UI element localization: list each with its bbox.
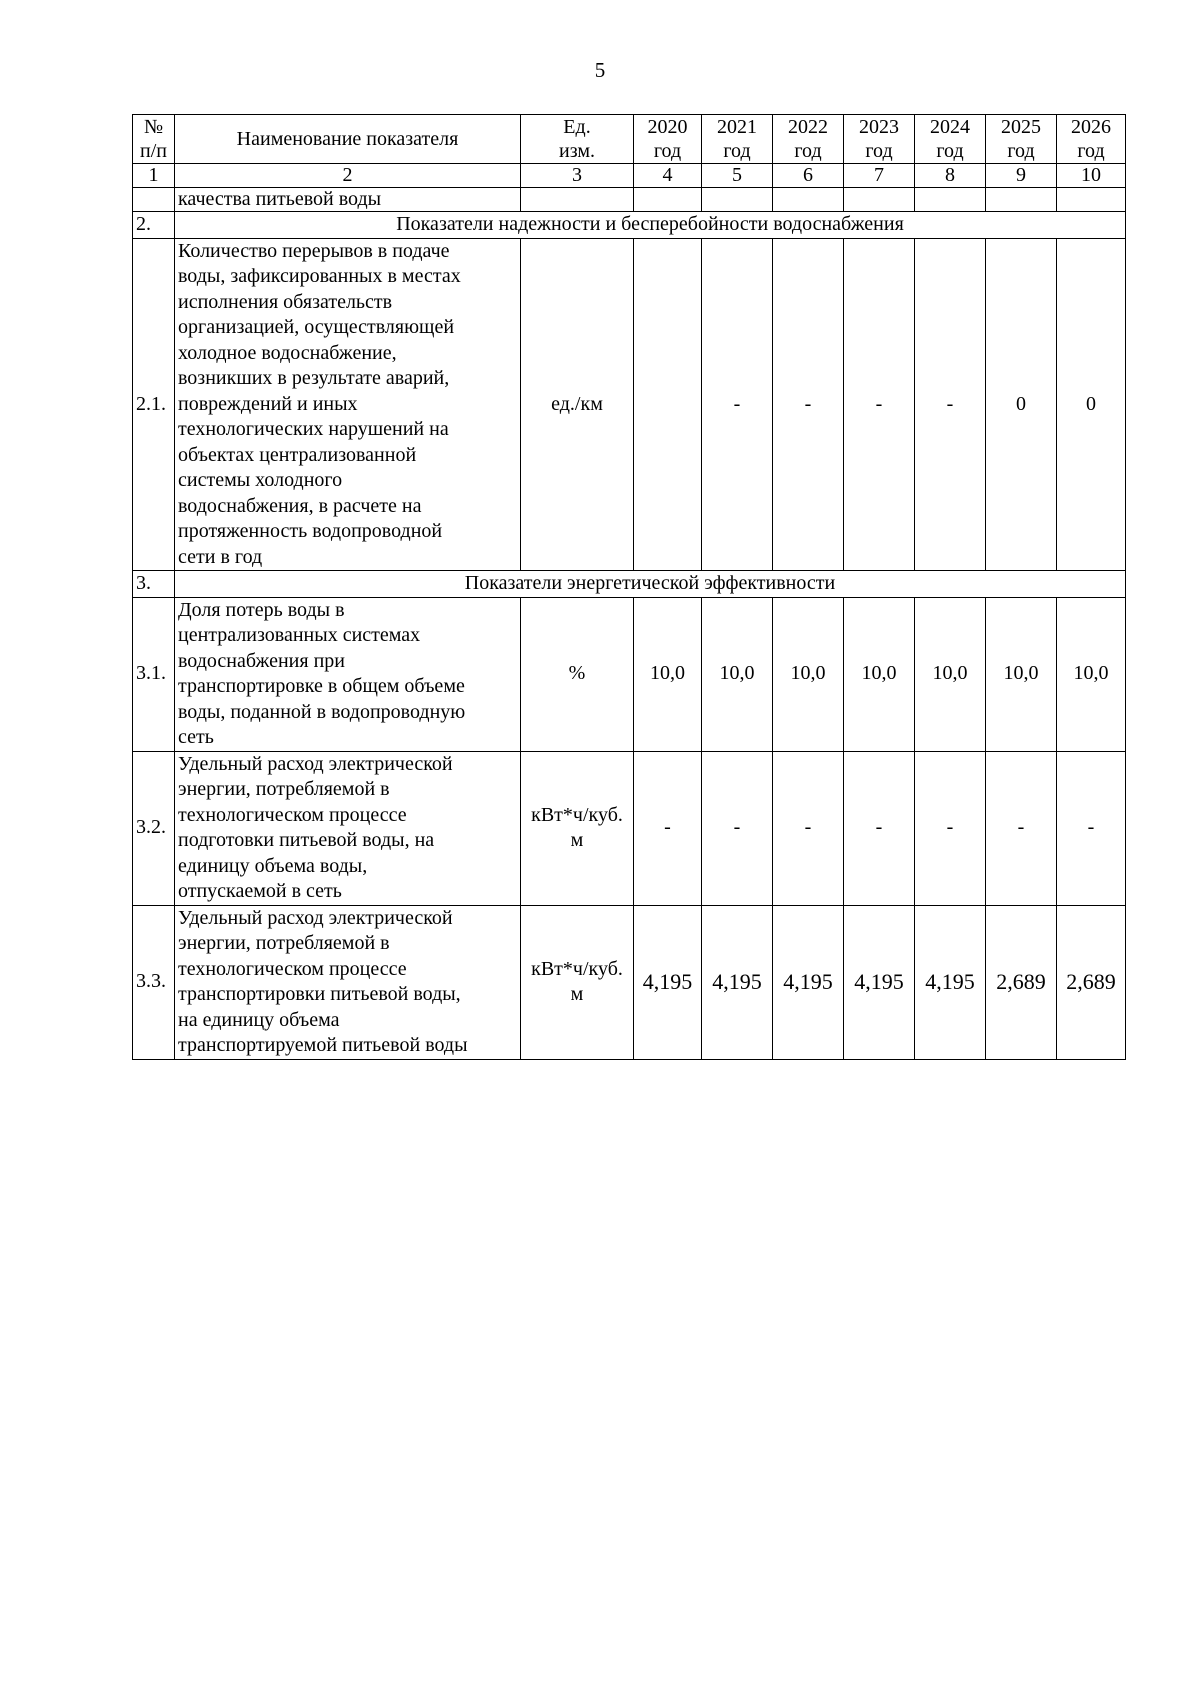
column-number-row bbox=[133, 164, 1126, 188]
value-2024: - bbox=[915, 751, 986, 905]
unit-cell bbox=[521, 751, 634, 905]
name-line: централизованных системах bbox=[178, 624, 421, 646]
row-number: 3.1. bbox=[133, 597, 175, 751]
empty-cell bbox=[915, 188, 986, 212]
empty-cell bbox=[702, 188, 773, 212]
name-line: единицу объема воды, bbox=[178, 854, 368, 877]
name-line: Доля потерь воды в bbox=[178, 598, 345, 621]
header-year-suffix: год bbox=[865, 140, 893, 162]
name-line: исполнения обязательств bbox=[178, 290, 393, 313]
name-line: отпускаемой в сеть bbox=[178, 880, 342, 902]
header-year-2021 bbox=[702, 115, 773, 164]
value-2023: - bbox=[844, 238, 915, 571]
value-2024: 10,0 bbox=[915, 597, 986, 751]
indicator-name bbox=[175, 238, 521, 571]
name-line: Количество перерывов в подаче bbox=[178, 239, 450, 262]
header-year: 2021 bbox=[717, 116, 757, 138]
header-year-suffix: год bbox=[1007, 140, 1035, 162]
empty-cell bbox=[844, 188, 915, 212]
section-number: 2. bbox=[133, 212, 175, 239]
column-number: 5 bbox=[702, 164, 773, 188]
value-2026: - bbox=[1057, 751, 1126, 905]
value-2026: 0 bbox=[1057, 238, 1126, 571]
value-2020: 4,195 bbox=[634, 905, 702, 1059]
column-number: 10 bbox=[1057, 164, 1126, 188]
empty-cell bbox=[521, 188, 634, 212]
value-2020: 10,0 bbox=[634, 597, 702, 751]
column-number: 7 bbox=[844, 164, 915, 188]
column-number: 3 bbox=[521, 164, 634, 188]
section-title: Показатели энергетической эффективности bbox=[175, 571, 1126, 598]
value-2022: - bbox=[773, 751, 844, 905]
header-year-2026 bbox=[1057, 115, 1126, 164]
column-number: 1 bbox=[133, 164, 175, 188]
header-year-2025 bbox=[986, 115, 1057, 164]
name-line: на единицу объема bbox=[178, 1008, 340, 1031]
name-line: воды, поданной в водопроводную bbox=[178, 700, 466, 723]
value-2025: - bbox=[986, 751, 1057, 905]
header-year-suffix: год bbox=[794, 140, 822, 162]
continuation-row bbox=[133, 188, 1126, 212]
indicators-table bbox=[132, 114, 1126, 1060]
name-line: сеть bbox=[178, 726, 214, 748]
section-title: Показатели надежности и бесперебойности водоснабжения bbox=[175, 212, 1126, 239]
header-year: 2026 bbox=[1071, 116, 1111, 138]
value-2023: 10,0 bbox=[844, 597, 915, 751]
header-year-suffix: год bbox=[723, 140, 751, 162]
header-year-suffix: год bbox=[1077, 140, 1105, 162]
header-year: 2024 bbox=[930, 116, 970, 138]
value-2025: 10,0 bbox=[986, 597, 1057, 751]
name-line: технологическом процессе bbox=[178, 957, 407, 980]
value-2022: 10,0 bbox=[773, 597, 844, 751]
indicator-name bbox=[175, 751, 521, 905]
header-name: Наименование показателя bbox=[175, 115, 521, 164]
value-2022: 4,195 bbox=[773, 905, 844, 1059]
table-row bbox=[133, 238, 1126, 571]
unit-cell bbox=[521, 905, 634, 1059]
name-line: энергии, потребляемой в bbox=[178, 778, 390, 800]
table-header bbox=[133, 115, 1126, 164]
name-line: Удельный расход электрической bbox=[178, 752, 453, 775]
name-line: водоснабжения при bbox=[178, 649, 345, 672]
name-line: водоснабжения, в расчете на bbox=[178, 494, 422, 517]
unit-line: м bbox=[570, 829, 584, 851]
continuation-text: качества питьевой воды bbox=[175, 188, 521, 212]
column-number: 8 bbox=[915, 164, 986, 188]
unit-line: кВт*ч/куб. bbox=[531, 957, 623, 980]
name-line: холодное водоснабжение, bbox=[178, 341, 397, 364]
empty-cell bbox=[1057, 188, 1126, 212]
value-2024: 4,195 bbox=[915, 905, 986, 1059]
continuation-no-cell bbox=[133, 188, 175, 212]
header-year-2024 bbox=[915, 115, 986, 164]
value-2023: - bbox=[844, 751, 915, 905]
section-row bbox=[133, 571, 1126, 598]
name-line: повреждений и иных bbox=[178, 392, 358, 415]
name-line: технологических нарушений на bbox=[178, 418, 449, 440]
value-2020: - bbox=[634, 751, 702, 905]
value-2025: 0 bbox=[986, 238, 1057, 571]
column-number: 6 bbox=[773, 164, 844, 188]
value-2021: 4,195 bbox=[702, 905, 773, 1059]
name-line: возникших в результате аварий, bbox=[178, 367, 450, 389]
table-row bbox=[133, 597, 1126, 751]
value-2024: - bbox=[915, 238, 986, 571]
page-number: 5 bbox=[594, 58, 606, 82]
header-unit-line2: изм. bbox=[559, 140, 595, 162]
indicator-name bbox=[175, 597, 521, 751]
section-number: 3. bbox=[133, 571, 175, 598]
header-year-suffix: год bbox=[653, 140, 682, 162]
value-2020 bbox=[634, 238, 702, 571]
column-number: 4 bbox=[634, 164, 702, 188]
name-line: воды, зафиксированных в местах bbox=[178, 265, 461, 287]
unit-cell bbox=[521, 238, 634, 571]
value-2021: 10,0 bbox=[702, 597, 773, 751]
header-unit bbox=[521, 115, 634, 164]
name-line: транспортировки питьевой воды, bbox=[178, 983, 461, 1005]
row-number: 3.3. bbox=[133, 905, 175, 1059]
column-number: 9 bbox=[986, 164, 1057, 188]
header-no-line1: № bbox=[143, 116, 164, 138]
header-year: 2020 bbox=[647, 116, 688, 138]
unit-cell bbox=[521, 597, 634, 751]
row-number: 2.1. bbox=[133, 238, 175, 571]
name-line: организацией, осуществляющей bbox=[178, 316, 455, 338]
empty-cell bbox=[986, 188, 1057, 212]
value-2023: 4,195 bbox=[844, 905, 915, 1059]
table-body bbox=[133, 164, 1126, 1060]
header-year: 2025 bbox=[1001, 116, 1041, 138]
table-row bbox=[133, 905, 1126, 1059]
name-line: транспортировке в общем объеме bbox=[178, 675, 465, 697]
header-year-2020 bbox=[634, 115, 702, 164]
header-no bbox=[133, 115, 175, 164]
value-2021: - bbox=[702, 751, 773, 905]
value-2026: 10,0 bbox=[1057, 597, 1126, 751]
row-number: 3.2. bbox=[133, 751, 175, 905]
unit-line: кВт*ч/куб. bbox=[531, 803, 623, 826]
value-2021: - bbox=[702, 238, 773, 571]
header-year-2023 bbox=[844, 115, 915, 164]
value-2025: 2,689 bbox=[986, 905, 1057, 1059]
unit-line: ед./км bbox=[551, 392, 603, 415]
column-number: 2 bbox=[175, 164, 521, 188]
empty-cell bbox=[634, 188, 702, 212]
header-unit-line1: Ед. bbox=[563, 116, 591, 138]
name-line: протяженность водопроводной bbox=[178, 520, 443, 542]
name-line: системы холодного bbox=[178, 469, 343, 491]
name-line: транспортируемой питьевой воды bbox=[178, 1034, 468, 1056]
header-year: 2022 bbox=[788, 116, 828, 138]
name-line: технологическом процессе bbox=[178, 803, 407, 826]
indicator-name bbox=[175, 905, 521, 1059]
name-line: Удельный расход электрической bbox=[178, 906, 453, 929]
value-2022: - bbox=[773, 238, 844, 571]
header-no-line2: п/п bbox=[140, 140, 167, 162]
name-line: подготовки питьевой воды, на bbox=[178, 829, 435, 851]
unit-line: м bbox=[570, 983, 584, 1005]
section-row bbox=[133, 212, 1126, 239]
unit-line: % bbox=[568, 662, 586, 685]
header-year-2022 bbox=[773, 115, 844, 164]
name-line: энергии, потребляемой в bbox=[178, 932, 390, 954]
value-2026: 2,689 bbox=[1057, 905, 1126, 1059]
name-line: сети в год bbox=[178, 545, 263, 568]
header-year: 2023 bbox=[859, 116, 899, 138]
table-row bbox=[133, 751, 1126, 905]
empty-cell bbox=[773, 188, 844, 212]
name-line: объектах централизованной bbox=[178, 443, 417, 466]
header-year-suffix: год bbox=[936, 140, 964, 162]
